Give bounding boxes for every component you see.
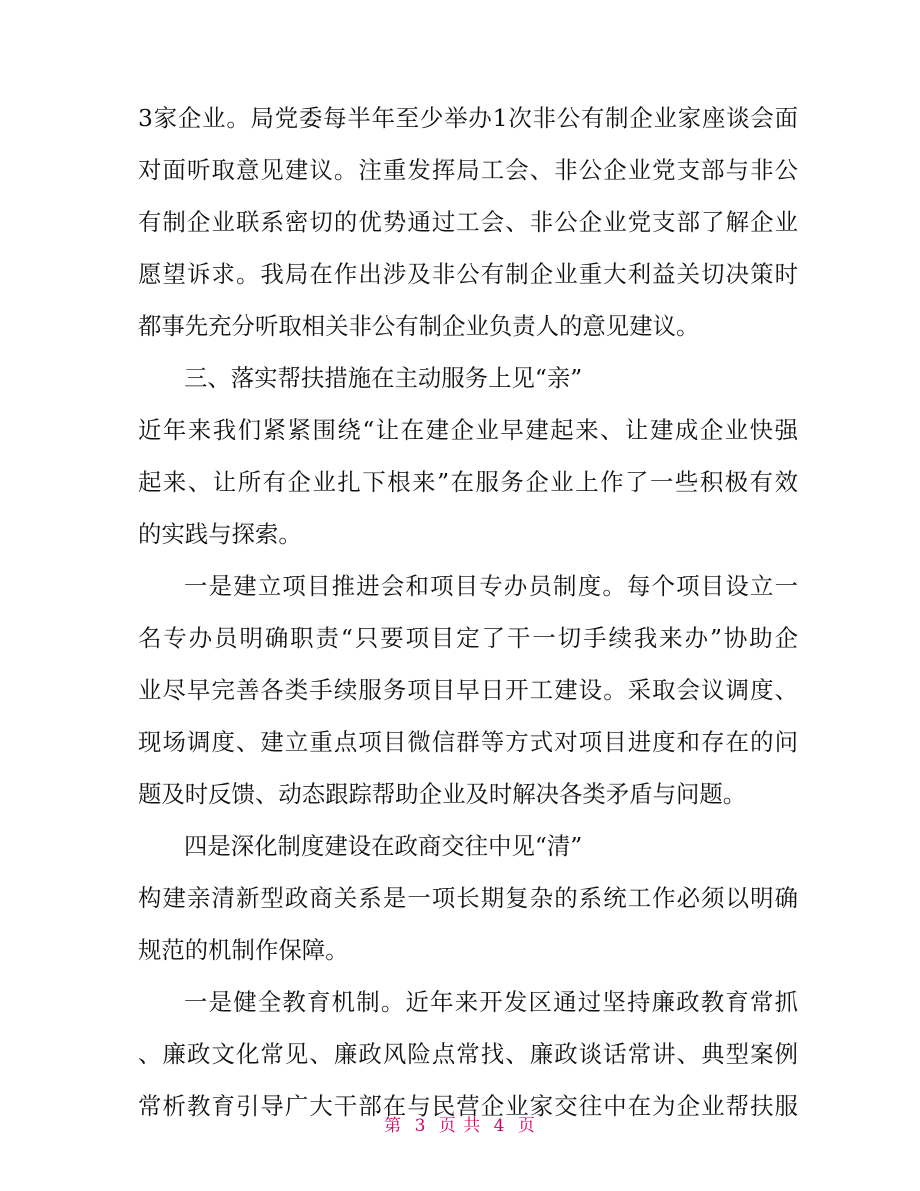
text-line: 业尽早完善各类手续服务项目早日开工建设。采取会议调度、 (138, 676, 798, 704)
text-line: 的实践与探索。 (138, 520, 302, 548)
page-footer (0, 1111, 920, 1136)
paragraph-start: 一是建立项目推进会和项目专办员制度。每个项目设立一 (184, 572, 798, 600)
text-line: 现场调度、建立重点项目微信群等方式对项目进度和存在的问 (138, 728, 798, 756)
footer-suffix: 页 (517, 1116, 536, 1136)
text-line: 对面听取意见建议。注重发挥局工会、非公企业党支部与非公 (138, 156, 798, 184)
section-heading: 三、落实帮扶措施在主动服务上见“亲” (184, 364, 583, 392)
text-line: 愿望诉求。我局在作出涉及非公有制企业重大利益关切决策时 (138, 260, 798, 288)
text-line: 题及时反馈、动态跟踪帮助企业及时解决各类矛盾与问题。 (138, 780, 747, 808)
text-line: 起来、让所有企业扎下根来”在服务企业上作了一些积极有效 (138, 468, 798, 496)
text-line: 规范的机制作保障。 (138, 936, 349, 964)
text-line: 名专办员明确职责“只要项目定了干一切手续我来办”协助企 (138, 624, 798, 652)
paragraph-start: 一是健全教育机制。近年来开发区通过坚持廉政教育常抓 (184, 988, 798, 1016)
section-heading: 四是深化制度建设在政商交往中见“清” (184, 832, 583, 860)
footer-middle: 页 共 (438, 1116, 482, 1136)
text-line: 有制企业联系密切的优势通过工会、非公企业党支部了解企业 (138, 208, 798, 236)
document-body (138, 92, 798, 1132)
current-page-number: 3 (414, 1116, 427, 1136)
text-line: 构建亲清新型政商关系是一项长期复杂的系统工作必须以明确 (138, 884, 798, 912)
text-line: 3家企业。局党委每半年至少举办1次非公有制企业家座谈会面 (138, 104, 798, 132)
footer-prefix: 第 (384, 1116, 403, 1136)
total-pages-number: 4 (493, 1116, 506, 1136)
text-line: 都事先充分听取相关非公有制企业负责人的意见建议。 (138, 312, 700, 340)
text-line: 常析教育引导广大干部在与民营企业家交往中在为企业帮扶服 (138, 1092, 798, 1120)
text-line: 、廉政文化常见、廉政风险点常找、廉政谈话常讲、典型案例 (138, 1040, 798, 1068)
text-line: 近年来我们紧紧围绕“让在建企业早建起来、让建成企业快强 (138, 416, 798, 444)
